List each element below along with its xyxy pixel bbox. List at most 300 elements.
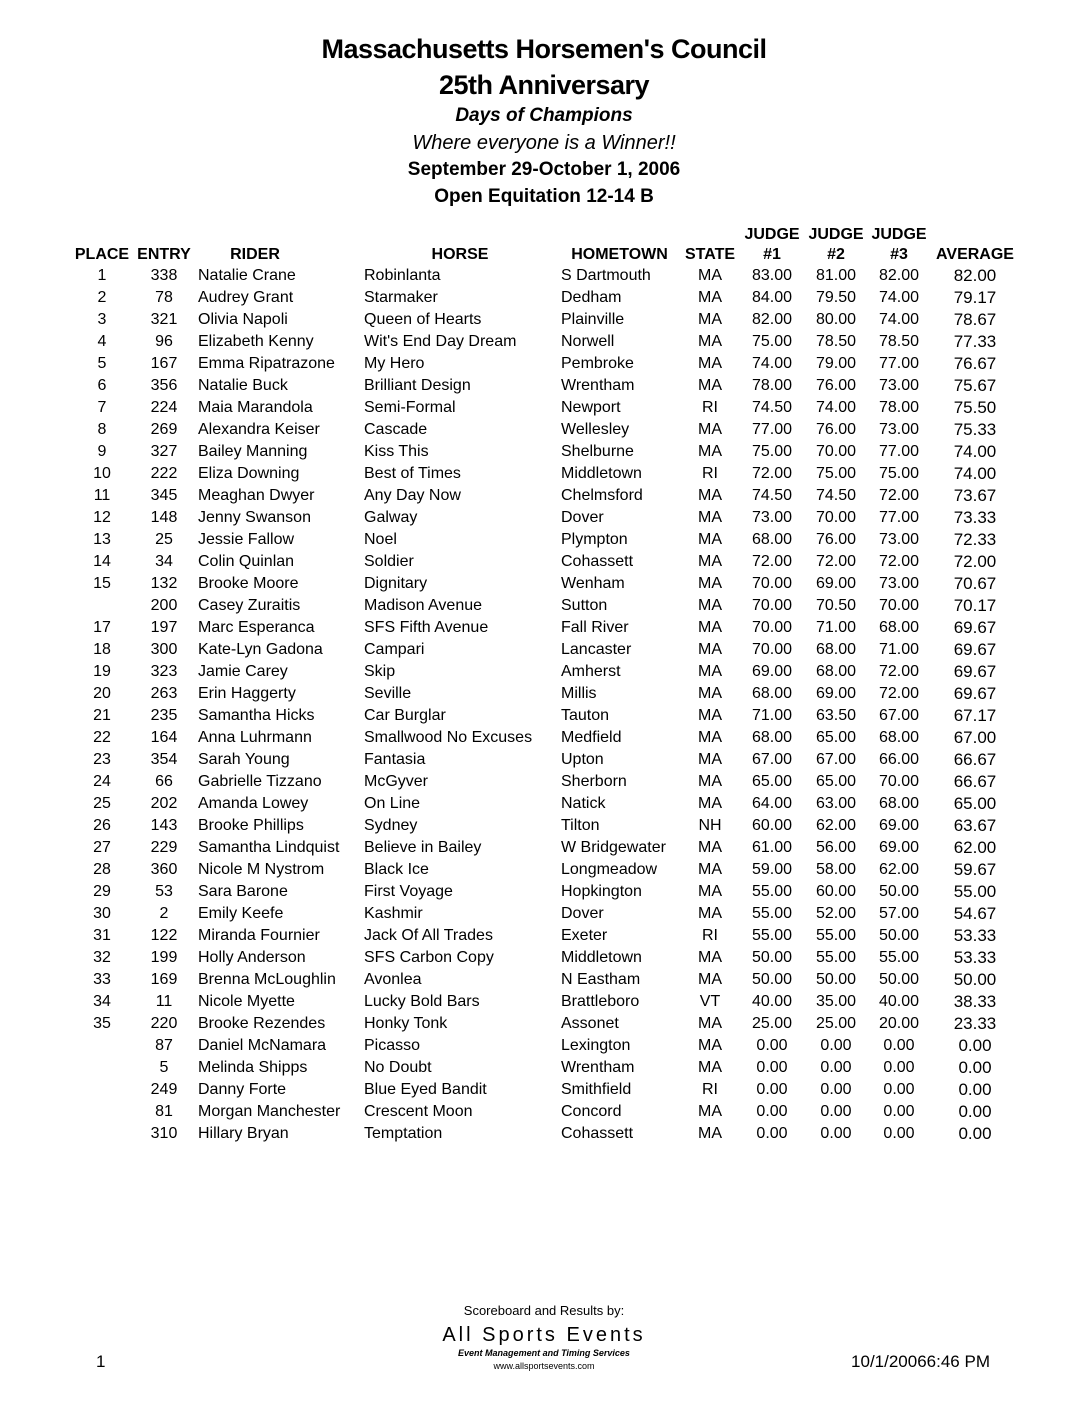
cell-entry: 356 xyxy=(150,377,178,394)
cell-judge-1: 83.00 xyxy=(751,267,793,284)
table-row xyxy=(0,1125,1088,1147)
cell-average: 0.00 xyxy=(958,1124,992,1143)
event-title: Days of Champions xyxy=(455,105,633,126)
cell-judge-3: 68.00 xyxy=(878,619,920,636)
print-timestamp: 10/1/20066:46 PM xyxy=(851,1352,990,1371)
cell-place: 3 xyxy=(97,311,107,328)
cell-rider: Brooke Moore xyxy=(198,575,299,592)
cell-rider: Natalie Crane xyxy=(198,267,296,284)
cell-judge-1: 74.50 xyxy=(751,487,793,504)
cell-judge-2: 0.00 xyxy=(820,1081,852,1098)
cell-rider: Morgan Manchester xyxy=(198,1103,341,1120)
cell-judge-2: 0.00 xyxy=(820,1103,852,1120)
cell-entry: 66 xyxy=(155,773,173,790)
cell-horse: Galway xyxy=(364,509,418,526)
cell-entry: 122 xyxy=(150,927,178,944)
cell-judge-3: 73.00 xyxy=(878,531,920,548)
cell-average: 70.67 xyxy=(953,574,997,593)
table-row xyxy=(0,861,1088,883)
cell-state: RI xyxy=(702,465,718,482)
cell-horse: No Doubt xyxy=(364,1059,432,1076)
cell-place: 20 xyxy=(93,685,111,702)
cell-horse: Cascade xyxy=(364,421,428,438)
cell-hometown: Tauton xyxy=(561,707,610,724)
cell-rider: Sara Barone xyxy=(198,883,288,900)
cell-rider: Emily Keefe xyxy=(198,905,284,922)
cell-horse: Starmaker xyxy=(364,289,438,306)
cell-rider: Amanda Lowey xyxy=(198,795,309,812)
cell-rider: Marc Esperanca xyxy=(198,619,315,636)
cell-rider: Anna Luhrmann xyxy=(198,729,312,746)
cell-state: MA xyxy=(698,619,722,636)
company-website: www.allsportsevents.com xyxy=(493,1361,595,1371)
cell-place: 34 xyxy=(93,993,111,1010)
col-place: PLACE xyxy=(74,246,130,263)
table-row xyxy=(0,1059,1088,1081)
cell-judge-2: 65.00 xyxy=(815,729,857,746)
cell-horse: Temptation xyxy=(364,1125,443,1142)
table-row xyxy=(0,795,1088,817)
cell-state: MA xyxy=(698,289,722,306)
cell-judge-1: 75.00 xyxy=(751,333,793,350)
cell-judge-1: 70.00 xyxy=(751,597,793,614)
cell-average: 63.67 xyxy=(953,816,997,835)
table-row xyxy=(0,289,1088,311)
table-row xyxy=(0,421,1088,443)
table-row xyxy=(0,311,1088,333)
cell-hometown: Cohassett xyxy=(561,1125,634,1142)
cell-judge-1: 74.50 xyxy=(751,399,793,416)
company-logo-text: All Sports Events xyxy=(442,1324,646,1346)
cell-hometown: Brattleboro xyxy=(561,993,640,1010)
cell-judge-3: 68.00 xyxy=(878,795,920,812)
cell-judge-2: 60.00 xyxy=(815,883,857,900)
cell-rider: Holly Anderson xyxy=(198,949,306,966)
cell-state: MA xyxy=(698,1103,722,1120)
cell-judge-3: 78.50 xyxy=(878,333,920,350)
cell-state: RI xyxy=(702,1081,718,1098)
cell-horse: Black Ice xyxy=(364,861,429,878)
anniversary-title: 25th Anniversary xyxy=(438,70,650,100)
cell-judge-2: 68.00 xyxy=(815,641,857,658)
cell-state: MA xyxy=(698,971,722,988)
table-row xyxy=(0,1015,1088,1037)
cell-judge-2: 56.00 xyxy=(815,839,857,856)
col-judge-3: #3 xyxy=(890,246,908,263)
cell-state: MA xyxy=(698,883,722,900)
cell-rider: Audrey Grant xyxy=(198,289,294,306)
cell-entry: 360 xyxy=(150,861,178,878)
cell-state: MA xyxy=(698,509,722,526)
cell-judge-3: 67.00 xyxy=(878,707,920,724)
cell-state: MA xyxy=(698,707,722,724)
cell-rider: Samantha Hicks xyxy=(198,707,315,724)
cell-state: RI xyxy=(702,927,718,944)
cell-horse: Fantasia xyxy=(364,751,426,768)
cell-horse: McGyver xyxy=(364,773,428,790)
cell-entry: 132 xyxy=(150,575,178,592)
cell-judge-3: 50.00 xyxy=(878,883,920,900)
table-row xyxy=(0,443,1088,465)
cell-hometown: Upton xyxy=(561,751,604,768)
cell-state: MA xyxy=(698,1037,722,1054)
table-row xyxy=(0,685,1088,707)
cell-horse: Semi-Formal xyxy=(364,399,456,416)
table-row xyxy=(0,817,1088,839)
cell-rider: Olivia Napoli xyxy=(198,311,288,328)
cell-rider: Elizabeth Kenny xyxy=(198,333,314,350)
cell-hometown: Natick xyxy=(561,795,606,812)
cell-judge-1: 61.00 xyxy=(751,839,793,856)
cell-state: MA xyxy=(698,333,722,350)
cell-rider: Jessie Fallow xyxy=(198,531,295,548)
cell-average: 53.33 xyxy=(953,926,997,945)
cell-judge-3: 20.00 xyxy=(878,1015,920,1032)
cell-judge-3: 69.00 xyxy=(878,839,920,856)
cell-judge-1: 0.00 xyxy=(756,1125,788,1142)
cell-entry: 323 xyxy=(150,663,178,680)
cell-entry: 200 xyxy=(150,597,178,614)
cell-state: MA xyxy=(698,575,722,592)
col-hometown: HOMETOWN xyxy=(571,246,668,263)
cell-horse: First Voyage xyxy=(364,883,453,900)
cell-average: 73.67 xyxy=(953,486,997,505)
col-state: STATE xyxy=(684,246,736,263)
cell-entry: 310 xyxy=(150,1125,178,1142)
company-services: Event Management and Timing Services xyxy=(458,1348,630,1358)
cell-judge-1: 68.00 xyxy=(751,685,793,702)
cell-entry: 224 xyxy=(150,399,178,416)
cell-judge-3: 74.00 xyxy=(878,289,920,306)
cell-entry: 5 xyxy=(159,1059,169,1076)
cell-hometown: S Dartmouth xyxy=(561,267,651,284)
cell-hometown: Cohassett xyxy=(561,553,634,570)
cell-horse: Sydney xyxy=(364,817,418,834)
cell-judge-1: 50.00 xyxy=(751,949,793,966)
table-row xyxy=(0,641,1088,663)
cell-judge-3: 77.00 xyxy=(878,509,920,526)
cell-horse: Robinlanta xyxy=(364,267,441,284)
cell-judge-2: 65.00 xyxy=(815,773,857,790)
cell-judge-3: 72.00 xyxy=(878,553,920,570)
col-judge-2: #2 xyxy=(827,246,845,263)
cell-judge-3: 40.00 xyxy=(878,993,920,1010)
cell-judge-3: 0.00 xyxy=(883,1103,915,1120)
cell-judge-2: 63.50 xyxy=(815,707,857,724)
page-number: 1 xyxy=(96,1352,106,1371)
cell-judge-3: 50.00 xyxy=(878,971,920,988)
cell-entry: 53 xyxy=(155,883,173,900)
cell-rider: Jenny Swanson xyxy=(198,509,311,526)
table-row xyxy=(0,377,1088,399)
table-row xyxy=(0,553,1088,575)
cell-judge-1: 70.00 xyxy=(751,641,793,658)
cell-entry: 321 xyxy=(150,311,178,328)
cell-entry: 338 xyxy=(150,267,178,284)
cell-hometown: Longmeadow xyxy=(561,861,658,878)
cell-horse: Car Burglar xyxy=(364,707,446,724)
cell-place: 22 xyxy=(93,729,111,746)
cell-average: 77.33 xyxy=(953,332,997,351)
cell-hometown: W Bridgewater xyxy=(561,839,666,856)
cell-place: 2 xyxy=(97,289,107,306)
cell-average: 0.00 xyxy=(958,1102,992,1121)
cell-rider: Meaghan Dwyer xyxy=(198,487,315,504)
cell-judge-2: 69.00 xyxy=(815,575,857,592)
cell-judge-2: 55.00 xyxy=(815,927,857,944)
cell-place: 23 xyxy=(93,751,111,768)
cell-entry: 354 xyxy=(150,751,178,768)
cell-entry: 235 xyxy=(150,707,178,724)
cell-average: 74.00 xyxy=(953,442,997,461)
cell-judge-2: 35.00 xyxy=(815,993,857,1010)
cell-judge-3: 69.00 xyxy=(878,817,920,834)
cell-judge-2: 79.00 xyxy=(815,355,857,372)
cell-horse: Honky Tonk xyxy=(364,1015,448,1032)
cell-judge-1: 70.00 xyxy=(751,575,793,592)
cell-hometown: Sutton xyxy=(561,597,608,614)
cell-average: 72.33 xyxy=(953,530,997,549)
cell-average: 67.17 xyxy=(953,706,997,725)
cell-judge-3: 57.00 xyxy=(878,905,920,922)
cell-entry: 199 xyxy=(150,949,178,966)
cell-horse: Kashmir xyxy=(364,905,423,922)
cell-judge-2: 69.00 xyxy=(815,685,857,702)
cell-rider: Miranda Fournier xyxy=(198,927,320,944)
cell-entry: 11 xyxy=(155,993,173,1010)
cell-rider: Erin Haggerty xyxy=(198,685,296,702)
table-row xyxy=(0,575,1088,597)
cell-entry: 169 xyxy=(150,971,178,988)
col-horse: HORSE xyxy=(431,246,489,263)
cell-judge-1: 75.00 xyxy=(751,443,793,460)
cell-judge-1: 72.00 xyxy=(751,465,793,482)
cell-rider: Hillary Bryan xyxy=(198,1125,289,1142)
cell-judge-2: 62.00 xyxy=(815,817,857,834)
cell-hometown: Sherborn xyxy=(561,773,627,790)
cell-horse: Kiss This xyxy=(364,443,429,460)
cell-place: 12 xyxy=(93,509,111,526)
cell-judge-2: 50.00 xyxy=(815,971,857,988)
cell-judge-2: 63.00 xyxy=(815,795,857,812)
cell-place: 10 xyxy=(93,465,111,482)
cell-average: 69.67 xyxy=(953,662,997,681)
cell-judge-3: 74.00 xyxy=(878,311,920,328)
cell-horse: Picasso xyxy=(364,1037,421,1054)
cell-place: 13 xyxy=(93,531,111,548)
cell-judge-1: 25.00 xyxy=(751,1015,793,1032)
cell-judge-1: 40.00 xyxy=(751,993,793,1010)
table-row xyxy=(0,465,1088,487)
cell-judge-1: 64.00 xyxy=(751,795,793,812)
cell-hometown: Dedham xyxy=(561,289,622,306)
cell-entry: 2 xyxy=(159,905,169,922)
cell-rider: Sarah Young xyxy=(198,751,290,768)
table-row xyxy=(0,1081,1088,1103)
cell-state: MA xyxy=(698,487,722,504)
col-average: AVERAGE xyxy=(936,246,1014,263)
cell-average: 66.67 xyxy=(953,750,997,769)
org-title: Massachusetts Horsemen's Council xyxy=(321,34,767,64)
cell-judge-1: 0.00 xyxy=(756,1059,788,1076)
cell-horse: Jack Of All Trades xyxy=(364,927,493,944)
cell-judge-2: 79.50 xyxy=(815,289,857,306)
table-row xyxy=(0,905,1088,927)
cell-horse: On Line xyxy=(364,795,421,812)
cell-average: 65.00 xyxy=(953,794,997,813)
cell-horse: Brilliant Design xyxy=(364,377,471,394)
table-row xyxy=(0,773,1088,795)
cell-rider: Natalie Buck xyxy=(198,377,288,394)
cell-state: MA xyxy=(698,355,722,372)
cell-judge-1: 59.00 xyxy=(751,861,793,878)
cell-hometown: Dover xyxy=(561,905,604,922)
cell-average: 50.00 xyxy=(953,970,997,989)
cell-average: 0.00 xyxy=(958,1080,992,1099)
cell-judge-1: 69.00 xyxy=(751,663,793,680)
cell-judge-3: 0.00 xyxy=(883,1037,915,1054)
cell-judge-2: 68.00 xyxy=(815,663,857,680)
table-row xyxy=(0,1037,1088,1059)
table-row xyxy=(0,509,1088,531)
cell-entry: 78 xyxy=(155,289,173,306)
cell-judge-1: 84.00 xyxy=(751,289,793,306)
cell-place: 18 xyxy=(93,641,111,658)
cell-horse: Best of Times xyxy=(364,465,461,482)
cell-state: MA xyxy=(698,905,722,922)
cell-hometown: Exeter xyxy=(561,927,608,944)
cell-judge-3: 70.00 xyxy=(878,773,920,790)
cell-place: 25 xyxy=(93,795,111,812)
cell-hometown: Plainville xyxy=(561,311,625,328)
cell-average: 78.67 xyxy=(953,310,997,329)
cell-horse: Believe in Bailey xyxy=(364,839,482,856)
cell-entry: 300 xyxy=(150,641,178,658)
judge-1-label: JUDGE xyxy=(744,226,800,243)
cell-judge-2: 70.50 xyxy=(815,597,857,614)
table-row xyxy=(0,597,1088,619)
cell-place: 21 xyxy=(93,707,111,724)
cell-judge-3: 73.00 xyxy=(878,575,920,592)
cell-state: MA xyxy=(698,773,722,790)
cell-place: 11 xyxy=(93,487,111,504)
event-dates: September 29-October 1, 2006 xyxy=(407,159,681,180)
cell-rider: Nicole Myette xyxy=(198,993,295,1010)
cell-judge-3: 82.00 xyxy=(878,267,920,284)
cell-judge-2: 71.00 xyxy=(815,619,857,636)
table-row xyxy=(0,333,1088,355)
cell-judge-1: 55.00 xyxy=(751,883,793,900)
cell-judge-1: 60.00 xyxy=(751,817,793,834)
cell-average: 59.67 xyxy=(953,860,997,879)
cell-horse: Avonlea xyxy=(364,971,422,988)
cell-entry: 263 xyxy=(150,685,178,702)
cell-hometown: Amherst xyxy=(561,663,621,680)
cell-state: MA xyxy=(698,729,722,746)
cell-judge-3: 68.00 xyxy=(878,729,920,746)
cell-judge-3: 78.00 xyxy=(878,399,920,416)
cell-hometown: Shelburne xyxy=(561,443,634,460)
cell-horse: Lucky Bold Bars xyxy=(364,993,480,1010)
cell-hometown: Wenham xyxy=(561,575,625,592)
cell-state: RI xyxy=(702,399,718,416)
cell-rider: Danny Forte xyxy=(198,1081,287,1098)
cell-place: 14 xyxy=(93,553,111,570)
table-row xyxy=(0,949,1088,971)
cell-hometown: Pembroke xyxy=(561,355,634,372)
cell-average: 55.00 xyxy=(953,882,997,901)
cell-state: MA xyxy=(698,531,722,548)
cell-judge-1: 0.00 xyxy=(756,1103,788,1120)
cell-rider: Melinda Shipps xyxy=(198,1059,308,1076)
judge-2-label: JUDGE xyxy=(808,226,864,243)
col-entry: ENTRY xyxy=(137,246,191,263)
cell-horse: SFS Fifth Avenue xyxy=(364,619,489,636)
col-judge-1: #1 xyxy=(763,246,781,263)
cell-judge-1: 65.00 xyxy=(751,773,793,790)
cell-rider: Gabrielle Tizzano xyxy=(198,773,322,790)
cell-judge-3: 0.00 xyxy=(883,1081,915,1098)
cell-hometown: Medfield xyxy=(561,729,622,746)
cell-entry: 345 xyxy=(150,487,178,504)
cell-horse: Dignitary xyxy=(364,575,428,592)
cell-hometown: Wellesley xyxy=(561,421,630,438)
cell-judge-2: 0.00 xyxy=(820,1037,852,1054)
cell-horse: Soldier xyxy=(364,553,414,570)
cell-rider: Brenna McLoughlin xyxy=(198,971,336,988)
cell-horse: Seville xyxy=(364,685,412,702)
cell-judge-1: 55.00 xyxy=(751,927,793,944)
cell-place: 17 xyxy=(93,619,111,636)
cell-entry: 25 xyxy=(155,531,173,548)
cell-entry: 143 xyxy=(150,817,178,834)
table-row xyxy=(0,971,1088,993)
cell-judge-2: 0.00 xyxy=(820,1125,852,1142)
cell-hometown: Fall River xyxy=(561,619,629,636)
cell-hometown: Norwell xyxy=(561,333,615,350)
table-row xyxy=(0,883,1088,905)
cell-judge-3: 77.00 xyxy=(878,443,920,460)
cell-entry: 96 xyxy=(155,333,173,350)
cell-judge-2: 76.00 xyxy=(815,377,857,394)
cell-judge-1: 82.00 xyxy=(751,311,793,328)
cell-state: MA xyxy=(698,443,722,460)
cell-judge-3: 50.00 xyxy=(878,927,920,944)
cell-average: 75.67 xyxy=(953,376,997,395)
cell-horse: Noel xyxy=(364,531,397,548)
cell-hometown: Newport xyxy=(561,399,621,416)
cell-hometown: Smithfield xyxy=(561,1081,632,1098)
cell-average: 0.00 xyxy=(958,1058,992,1077)
cell-rider: Emma Ripatrazone xyxy=(198,355,335,372)
cell-entry: 202 xyxy=(150,795,178,812)
table-row xyxy=(0,531,1088,553)
scoreboard-credit: Scoreboard and Results by: xyxy=(463,1303,625,1318)
class-title: Open Equitation 12-14 B xyxy=(434,186,654,207)
cell-judge-1: 68.00 xyxy=(751,531,793,548)
cell-judge-3: 0.00 xyxy=(883,1059,915,1076)
cell-entry: 81 xyxy=(155,1103,173,1120)
cell-average: 53.33 xyxy=(953,948,997,967)
cell-state: MA xyxy=(698,795,722,812)
cell-entry: 148 xyxy=(150,509,178,526)
cell-judge-3: 77.00 xyxy=(878,355,920,372)
cell-judge-2: 75.00 xyxy=(815,465,857,482)
table-row xyxy=(0,993,1088,1015)
cell-judge-2: 76.00 xyxy=(815,531,857,548)
cell-hometown: Tilton xyxy=(561,817,600,834)
cell-judge-2: 78.50 xyxy=(815,333,857,350)
